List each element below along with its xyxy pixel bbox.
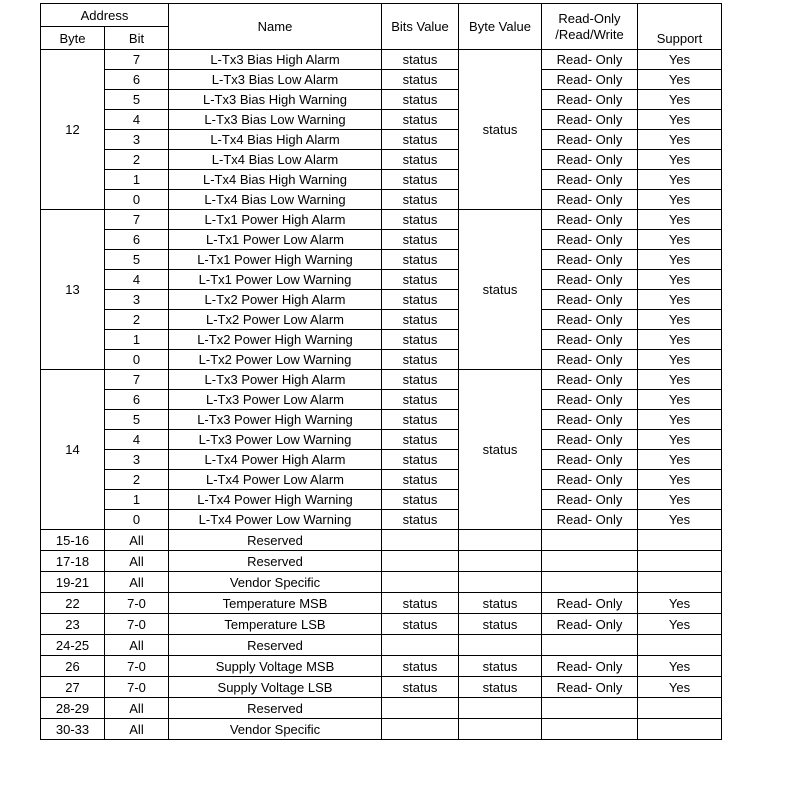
byte-cell: 27 bbox=[41, 677, 105, 698]
bits-value-cell: status bbox=[382, 410, 459, 430]
bit-cell: All bbox=[105, 698, 169, 719]
bit-cell: 7-0 bbox=[105, 593, 169, 614]
bits-value-cell bbox=[382, 530, 459, 551]
bit-cell: 7-0 bbox=[105, 656, 169, 677]
byte-cell: 26 bbox=[41, 656, 105, 677]
bits-value-cell: status bbox=[382, 250, 459, 270]
name-cell: Temperature MSB bbox=[169, 593, 382, 614]
support-cell bbox=[638, 698, 722, 719]
support-cell: Yes bbox=[638, 210, 722, 230]
access-cell: Read- Only bbox=[542, 593, 638, 614]
bit-cell: 0 bbox=[105, 190, 169, 210]
access-cell: Read- Only bbox=[542, 656, 638, 677]
support-cell bbox=[638, 635, 722, 656]
name-cell: Supply Voltage MSB bbox=[169, 656, 382, 677]
table-row bbox=[41, 370, 722, 390]
bits-value-cell: status bbox=[382, 50, 459, 70]
header-read-write-line2: /Read/Write bbox=[555, 26, 624, 42]
access-cell: Read- Only bbox=[542, 230, 638, 250]
table-row bbox=[41, 90, 722, 110]
byte-cell: 12 bbox=[41, 50, 105, 210]
bit-cell: 5 bbox=[105, 90, 169, 110]
support-cell: Yes bbox=[638, 250, 722, 270]
access-cell: Read- Only bbox=[542, 190, 638, 210]
bits-value-cell: status bbox=[382, 677, 459, 698]
name-cell: L-Tx4 Bias Low Warning bbox=[169, 190, 382, 210]
table-row bbox=[41, 490, 722, 510]
support-cell: Yes bbox=[638, 110, 722, 130]
support-cell: Yes bbox=[638, 130, 722, 150]
name-cell: L-Tx3 Bias High Warning bbox=[169, 90, 382, 110]
access-cell: Read- Only bbox=[542, 70, 638, 90]
table-row bbox=[41, 450, 722, 470]
bits-value-cell: status bbox=[382, 310, 459, 330]
register-table bbox=[40, 3, 722, 740]
support-cell: Yes bbox=[638, 90, 722, 110]
byte-value-cell bbox=[459, 719, 542, 740]
bits-value-cell: status bbox=[382, 510, 459, 530]
support-cell: Yes bbox=[638, 430, 722, 450]
table-header bbox=[41, 4, 722, 50]
table-row bbox=[41, 572, 722, 593]
name-cell: L-Tx3 Bias Low Warning bbox=[169, 110, 382, 130]
bit-cell: 2 bbox=[105, 470, 169, 490]
header-bit: Bit bbox=[105, 27, 169, 50]
table-row bbox=[41, 551, 722, 572]
support-cell: Yes bbox=[638, 614, 722, 635]
support-cell bbox=[638, 551, 722, 572]
support-cell: Yes bbox=[638, 230, 722, 250]
name-cell: L-Tx4 Bias Low Alarm bbox=[169, 150, 382, 170]
name-cell: Reserved bbox=[169, 551, 382, 572]
support-cell: Yes bbox=[638, 310, 722, 330]
access-cell: Read- Only bbox=[542, 170, 638, 190]
name-cell: L-Tx4 Power High Alarm bbox=[169, 450, 382, 470]
byte-cell: 28-29 bbox=[41, 698, 105, 719]
bits-value-cell: status bbox=[382, 430, 459, 450]
access-cell: Read- Only bbox=[542, 430, 638, 450]
bits-value-cell: status bbox=[382, 614, 459, 635]
bit-cell: 7-0 bbox=[105, 677, 169, 698]
support-cell bbox=[638, 530, 722, 551]
byte-value-cell: status bbox=[459, 370, 542, 530]
bit-cell: 1 bbox=[105, 490, 169, 510]
bit-cell: 4 bbox=[105, 110, 169, 130]
header-read-write bbox=[542, 4, 638, 50]
bit-cell: 7-0 bbox=[105, 614, 169, 635]
table-row bbox=[41, 530, 722, 551]
bits-value-cell: status bbox=[382, 170, 459, 190]
table-row bbox=[41, 410, 722, 430]
name-cell: L-Tx1 Power High Warning bbox=[169, 250, 382, 270]
access-cell bbox=[542, 572, 638, 593]
bit-cell: 5 bbox=[105, 250, 169, 270]
bits-value-cell: status bbox=[382, 390, 459, 410]
support-cell: Yes bbox=[638, 270, 722, 290]
byte-value-cell: status bbox=[459, 50, 542, 210]
table-row bbox=[41, 70, 722, 90]
table-row bbox=[41, 350, 722, 370]
bits-value-cell: status bbox=[382, 110, 459, 130]
bits-value-cell bbox=[382, 698, 459, 719]
table-row bbox=[41, 110, 722, 130]
byte-value-cell: status bbox=[459, 614, 542, 635]
support-cell: Yes bbox=[638, 656, 722, 677]
header-name: Name bbox=[169, 4, 382, 50]
bits-value-cell: status bbox=[382, 150, 459, 170]
bit-cell: 3 bbox=[105, 450, 169, 470]
support-cell: Yes bbox=[638, 170, 722, 190]
support-cell: Yes bbox=[638, 70, 722, 90]
bits-value-cell: status bbox=[382, 230, 459, 250]
access-cell bbox=[542, 635, 638, 656]
table-row bbox=[41, 677, 722, 698]
bit-cell: 0 bbox=[105, 350, 169, 370]
support-cell: Yes bbox=[638, 470, 722, 490]
bits-value-cell: status bbox=[382, 656, 459, 677]
bit-cell: 4 bbox=[105, 270, 169, 290]
support-cell: Yes bbox=[638, 290, 722, 310]
bit-cell: All bbox=[105, 719, 169, 740]
access-cell: Read- Only bbox=[542, 310, 638, 330]
byte-cell: 19-21 bbox=[41, 572, 105, 593]
access-cell: Read- Only bbox=[542, 370, 638, 390]
access-cell bbox=[542, 698, 638, 719]
byte-value-cell: status bbox=[459, 656, 542, 677]
byte-value-cell bbox=[459, 698, 542, 719]
bit-cell: 7 bbox=[105, 50, 169, 70]
bits-value-cell: status bbox=[382, 270, 459, 290]
table-row bbox=[41, 230, 722, 250]
byte-cell: 22 bbox=[41, 593, 105, 614]
name-cell: L-Tx1 Power Low Warning bbox=[169, 270, 382, 290]
support-cell: Yes bbox=[638, 350, 722, 370]
access-cell: Read- Only bbox=[542, 410, 638, 430]
table-row bbox=[41, 130, 722, 150]
byte-value-cell bbox=[459, 572, 542, 593]
name-cell: L-Tx2 Power High Alarm bbox=[169, 290, 382, 310]
table-row bbox=[41, 593, 722, 614]
access-cell: Read- Only bbox=[542, 614, 638, 635]
support-cell: Yes bbox=[638, 510, 722, 530]
header-support: Support bbox=[638, 4, 722, 50]
bit-cell: All bbox=[105, 635, 169, 656]
name-cell: Reserved bbox=[169, 530, 382, 551]
support-cell: Yes bbox=[638, 370, 722, 390]
bit-cell: 1 bbox=[105, 170, 169, 190]
bit-cell: 6 bbox=[105, 230, 169, 250]
name-cell: L-Tx3 Power Low Warning bbox=[169, 430, 382, 450]
bit-cell: 3 bbox=[105, 130, 169, 150]
bits-value-cell: status bbox=[382, 70, 459, 90]
support-cell: Yes bbox=[638, 677, 722, 698]
table-row bbox=[41, 270, 722, 290]
byte-cell: 24-25 bbox=[41, 635, 105, 656]
bits-value-cell: status bbox=[382, 490, 459, 510]
byte-value-cell: status bbox=[459, 210, 542, 370]
access-cell bbox=[542, 551, 638, 572]
table-row bbox=[41, 635, 722, 656]
name-cell: L-Tx2 Power Low Alarm bbox=[169, 310, 382, 330]
bit-cell: 7 bbox=[105, 370, 169, 390]
byte-cell: 13 bbox=[41, 210, 105, 370]
name-cell: L-Tx4 Power Low Warning bbox=[169, 510, 382, 530]
table-row bbox=[41, 470, 722, 490]
name-cell: L-Tx2 Power Low Warning bbox=[169, 350, 382, 370]
table-row bbox=[41, 210, 722, 230]
support-cell: Yes bbox=[638, 410, 722, 430]
name-cell: Reserved bbox=[169, 635, 382, 656]
byte-value-cell bbox=[459, 635, 542, 656]
bit-cell: 6 bbox=[105, 390, 169, 410]
support-cell bbox=[638, 719, 722, 740]
name-cell: L-Tx3 Bias Low Alarm bbox=[169, 70, 382, 90]
header-read-write-line1: Read-Only bbox=[558, 10, 621, 26]
access-cell: Read- Only bbox=[542, 490, 638, 510]
name-cell: L-Tx4 Bias High Warning bbox=[169, 170, 382, 190]
byte-value-cell: status bbox=[459, 677, 542, 698]
table-row bbox=[41, 330, 722, 350]
header-byte-value: Byte Value bbox=[459, 4, 542, 50]
bit-cell: 7 bbox=[105, 210, 169, 230]
header-address: Address bbox=[41, 4, 169, 27]
support-cell: Yes bbox=[638, 490, 722, 510]
bits-value-cell: status bbox=[382, 450, 459, 470]
bits-value-cell: status bbox=[382, 90, 459, 110]
table-row bbox=[41, 656, 722, 677]
bits-value-cell: status bbox=[382, 470, 459, 490]
name-cell: L-Tx1 Power High Alarm bbox=[169, 210, 382, 230]
name-cell: Temperature LSB bbox=[169, 614, 382, 635]
bit-cell: 2 bbox=[105, 310, 169, 330]
table-row bbox=[41, 719, 722, 740]
support-cell: Yes bbox=[638, 150, 722, 170]
table-row bbox=[41, 290, 722, 310]
access-cell: Read- Only bbox=[542, 330, 638, 350]
access-cell bbox=[542, 719, 638, 740]
bits-value-cell bbox=[382, 551, 459, 572]
access-cell: Read- Only bbox=[542, 150, 638, 170]
table-row bbox=[41, 150, 722, 170]
table-row bbox=[41, 250, 722, 270]
bit-cell: 4 bbox=[105, 430, 169, 450]
access-cell: Read- Only bbox=[542, 270, 638, 290]
table-row bbox=[41, 390, 722, 410]
access-cell: Read- Only bbox=[542, 677, 638, 698]
access-cell: Read- Only bbox=[542, 110, 638, 130]
table-row bbox=[41, 50, 722, 70]
byte-cell: 23 bbox=[41, 614, 105, 635]
table-row bbox=[41, 614, 722, 635]
table-row bbox=[41, 310, 722, 330]
access-cell: Read- Only bbox=[542, 130, 638, 150]
bits-value-cell: status bbox=[382, 130, 459, 150]
table-body bbox=[41, 50, 722, 740]
byte-cell: 15-16 bbox=[41, 530, 105, 551]
bits-value-cell: status bbox=[382, 290, 459, 310]
bit-cell: All bbox=[105, 572, 169, 593]
byte-cell: 14 bbox=[41, 370, 105, 530]
support-cell bbox=[638, 572, 722, 593]
bits-value-cell bbox=[382, 635, 459, 656]
bits-value-cell: status bbox=[382, 350, 459, 370]
bits-value-cell: status bbox=[382, 593, 459, 614]
table-row bbox=[41, 190, 722, 210]
byte-cell: 17-18 bbox=[41, 551, 105, 572]
name-cell: L-Tx3 Bias High Alarm bbox=[169, 50, 382, 70]
table-row bbox=[41, 510, 722, 530]
access-cell: Read- Only bbox=[542, 250, 638, 270]
name-cell: Vendor Specific bbox=[169, 572, 382, 593]
name-cell: L-Tx2 Power High Warning bbox=[169, 330, 382, 350]
bits-value-cell bbox=[382, 719, 459, 740]
bit-cell: 2 bbox=[105, 150, 169, 170]
access-cell: Read- Only bbox=[542, 210, 638, 230]
access-cell: Read- Only bbox=[542, 290, 638, 310]
name-cell: Reserved bbox=[169, 698, 382, 719]
access-cell: Read- Only bbox=[542, 50, 638, 70]
name-cell: L-Tx4 Power High Warning bbox=[169, 490, 382, 510]
byte-value-cell: status bbox=[459, 593, 542, 614]
support-cell: Yes bbox=[638, 190, 722, 210]
support-cell: Yes bbox=[638, 390, 722, 410]
bits-value-cell bbox=[382, 572, 459, 593]
bit-cell: All bbox=[105, 530, 169, 551]
access-cell: Read- Only bbox=[542, 390, 638, 410]
access-cell bbox=[542, 530, 638, 551]
bit-cell: 5 bbox=[105, 410, 169, 430]
name-cell: L-Tx1 Power Low Alarm bbox=[169, 230, 382, 250]
access-cell: Read- Only bbox=[542, 470, 638, 490]
support-cell: Yes bbox=[638, 593, 722, 614]
bits-value-cell: status bbox=[382, 330, 459, 350]
bit-cell: 1 bbox=[105, 330, 169, 350]
header-byte: Byte bbox=[41, 27, 105, 50]
name-cell: L-Tx3 Power High Warning bbox=[169, 410, 382, 430]
byte-cell: 30-33 bbox=[41, 719, 105, 740]
access-cell: Read- Only bbox=[542, 350, 638, 370]
support-cell: Yes bbox=[638, 50, 722, 70]
name-cell: L-Tx3 Power Low Alarm bbox=[169, 390, 382, 410]
bit-cell: 0 bbox=[105, 510, 169, 530]
header-bits-value: Bits Value bbox=[382, 4, 459, 50]
bits-value-cell: status bbox=[382, 190, 459, 210]
table-row bbox=[41, 430, 722, 450]
name-cell: L-Tx4 Power Low Alarm bbox=[169, 470, 382, 490]
bits-value-cell: status bbox=[382, 210, 459, 230]
name-cell: Supply Voltage LSB bbox=[169, 677, 382, 698]
access-cell: Read- Only bbox=[542, 450, 638, 470]
name-cell: L-Tx4 Bias High Alarm bbox=[169, 130, 382, 150]
access-cell: Read- Only bbox=[542, 510, 638, 530]
name-cell: L-Tx3 Power High Alarm bbox=[169, 370, 382, 390]
bits-value-cell: status bbox=[382, 370, 459, 390]
byte-value-cell bbox=[459, 530, 542, 551]
table-row bbox=[41, 698, 722, 719]
support-cell: Yes bbox=[638, 330, 722, 350]
support-cell: Yes bbox=[638, 450, 722, 470]
table-row bbox=[41, 170, 722, 190]
bit-cell: All bbox=[105, 551, 169, 572]
access-cell: Read- Only bbox=[542, 90, 638, 110]
bit-cell: 6 bbox=[105, 70, 169, 90]
bit-cell: 3 bbox=[105, 290, 169, 310]
name-cell: Vendor Specific bbox=[169, 719, 382, 740]
byte-value-cell bbox=[459, 551, 542, 572]
